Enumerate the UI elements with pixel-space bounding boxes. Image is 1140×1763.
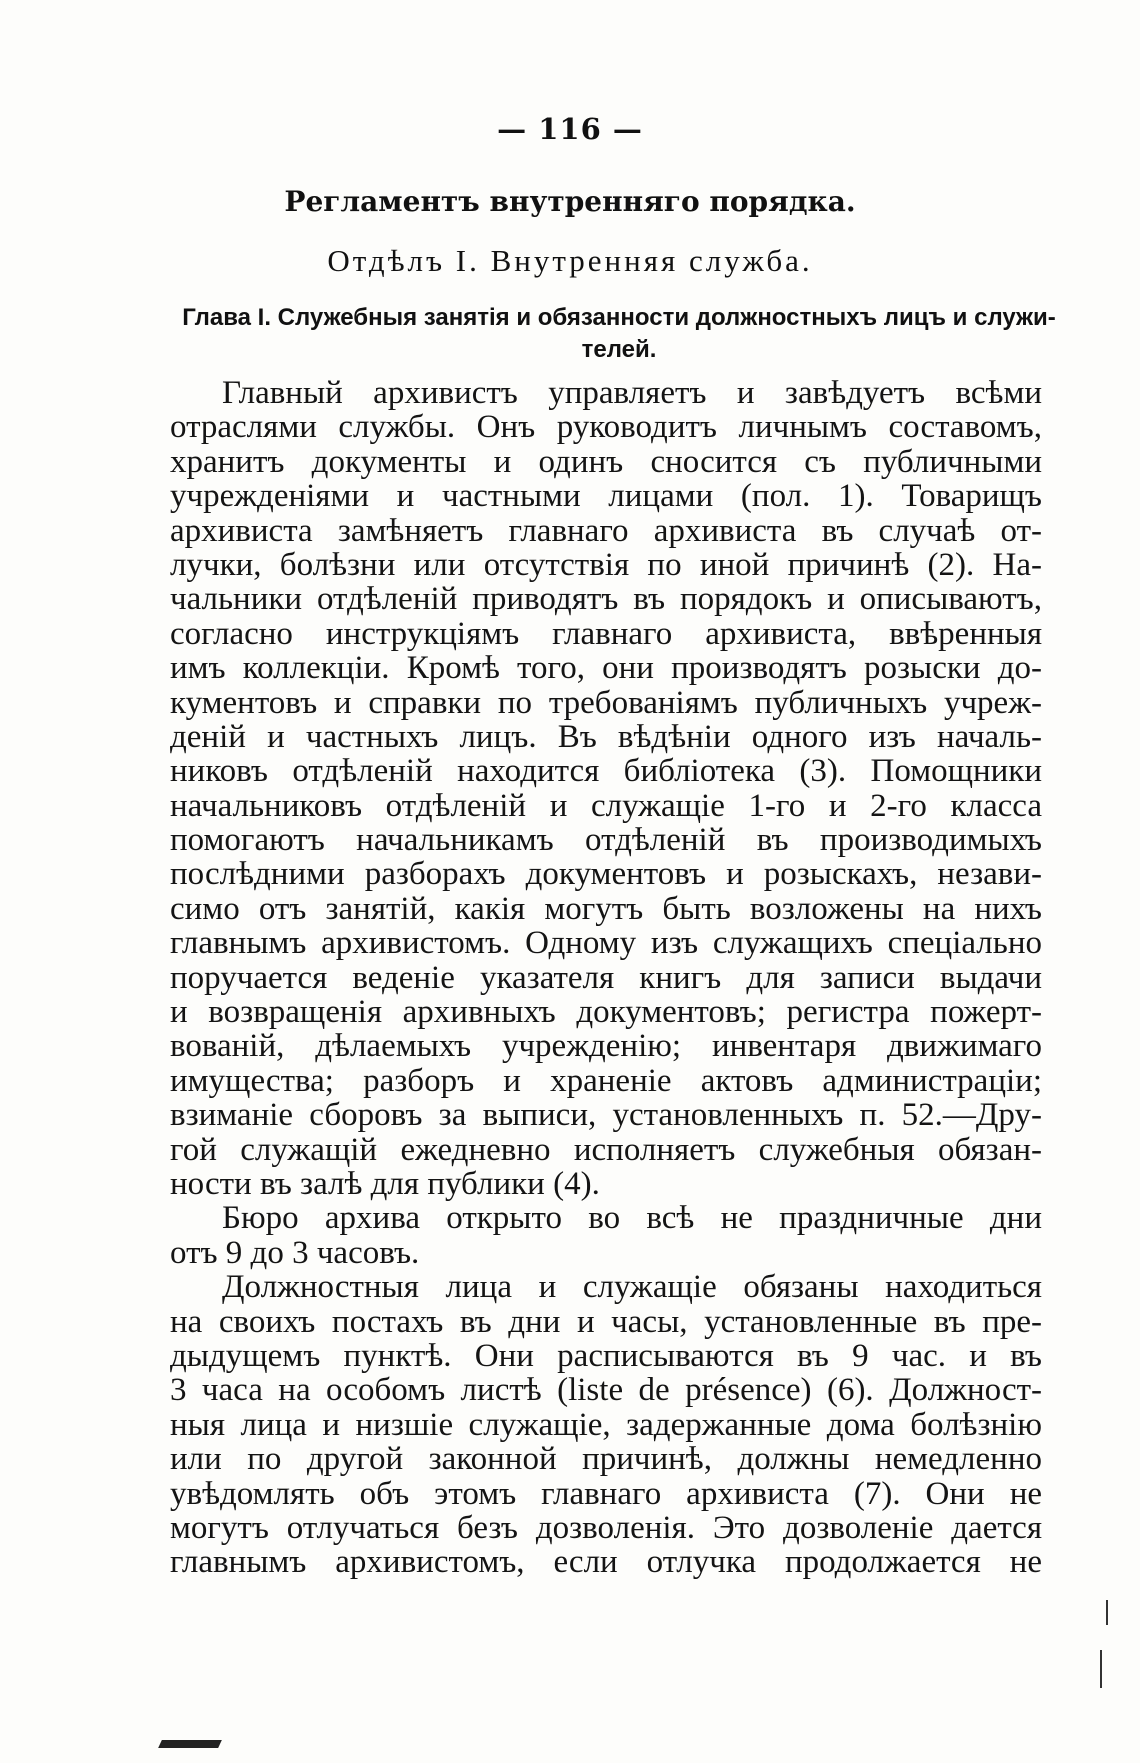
document-title: Регламентъ внутренняго порядка. [284, 185, 856, 218]
text-line: и возвращенія архивныхъ документовъ; регистра пожерт- [170, 994, 1042, 1031]
text-line: помогаютъ начальникамъ отдѣленій въ производимыхъ [170, 822, 1042, 859]
text-line: послѣдними разборахъ документовъ и розыскахъ, незави- [170, 856, 1042, 893]
text-line: ности въ залѣ для публики (4). [170, 1165, 600, 1202]
text-line: начальниковъ отдѣленій и служащіе 1-го и 2-го класса [170, 787, 1042, 824]
text-line: имъ коллекціи. Кромѣ того, они производятъ розыски до- [170, 650, 1042, 687]
text-line: могутъ отлучаться безъ дозволенія. Это дозволеніе дается [170, 1509, 1042, 1546]
text-line: отраслями службы. Онъ руководитъ личнымъ составомъ, [170, 409, 1042, 446]
text-line: хранитъ документы и одинъ сносится съ публичными [170, 443, 1042, 480]
text-line: Бюро архива открыто во всѣ не праздничные дни [222, 1200, 1042, 1237]
section-heading: Отдѣлъ I. Внутренняя служба. [327, 243, 813, 278]
text-line: на своихъ постахъ въ дни и часы, установленные въ пре- [170, 1303, 1042, 1340]
text-line: Должностныя лица и служащіе обязаны находиться [222, 1269, 1042, 1306]
scan-smudge [158, 1740, 222, 1748]
text-line: симо отъ занятій, какія могутъ быть возложены на нихъ [170, 890, 1042, 927]
text-line: имущества; разборъ и храненіе актовъ администраціи; [170, 1062, 1042, 1099]
text-line: вованій, дѣлаемыхъ учрежденію; инвентаря движимаго [170, 1028, 1042, 1065]
text-line: кументовъ и справки по требованіямъ публичныхъ учреж- [170, 684, 1042, 721]
text-line: ныя лица и низшіе служащіе, задержанные дома болѣзнію [170, 1406, 1042, 1443]
text-line: Главный архивистъ управляетъ и завѣдуетъ всѣми [222, 375, 1042, 411]
text-line: или по другой законной причинѣ, должны немедленно [170, 1441, 1042, 1478]
chapter-heading [174, 302, 1064, 366]
text-line: гой служащій ежедневно исполняетъ служебныя обязан- [170, 1131, 1042, 1168]
text-line: чальники отдѣленій приводятъ въ порядокъ и описываютъ, [170, 581, 1042, 618]
text-line: деній и частныхъ лицъ. Въ вѣдѣніи одного изъ началь- [170, 718, 1042, 755]
chapter-heading-line: Глава I. Служебныя занятія и обязанности должностныхъ лицъ и служи- [182, 304, 1056, 331]
page-number: — 116 — [497, 112, 643, 146]
text-line: отъ 9 до 3 часовъ. [170, 1234, 420, 1271]
text-line: архивиста замѣняетъ главнаго архивиста въ случаѣ от- [170, 512, 1042, 549]
text-line: увѣдомлять объ этомъ главнаго архивиста (7). Они не [170, 1475, 1042, 1512]
text-line: лучки, болѣзни или отсутствія по иной причинѣ (2). На- [170, 546, 1042, 583]
text-line: 3 часа на особомъ листѣ (liste de présence) (6). Должност- [170, 1372, 1042, 1409]
scan-margin-mark [1106, 1600, 1108, 1625]
text-line: главнымъ архивистомъ, если отлучка продолжается не [170, 1544, 1042, 1581]
scan-margin-mark [1100, 1650, 1102, 1688]
text-line: главнымъ архивистомъ. Одному изъ служащихъ спеціально [170, 925, 1042, 962]
text-line: никовъ отдѣленій находится библіотека (3). Помощники [170, 753, 1042, 790]
text-line: согласно инструкціямъ главнаго архивиста, ввѣренныя [170, 615, 1042, 652]
text-line: поручается веденіе указателя книгъ для записи выдачи [170, 959, 1042, 996]
text-line: дыдущемъ пунктѣ. Они расписываются въ 9 час. и въ [170, 1337, 1042, 1374]
text-line: взиманіе сборовъ за выписи, установленныхъ п. 52.—Дру- [170, 1097, 1042, 1134]
body-text [170, 376, 1042, 1580]
chapter-heading-line: телей. [581, 336, 657, 363]
text-line: учрежденіями и частными лицами (пол. 1). Товарищъ [170, 478, 1042, 515]
